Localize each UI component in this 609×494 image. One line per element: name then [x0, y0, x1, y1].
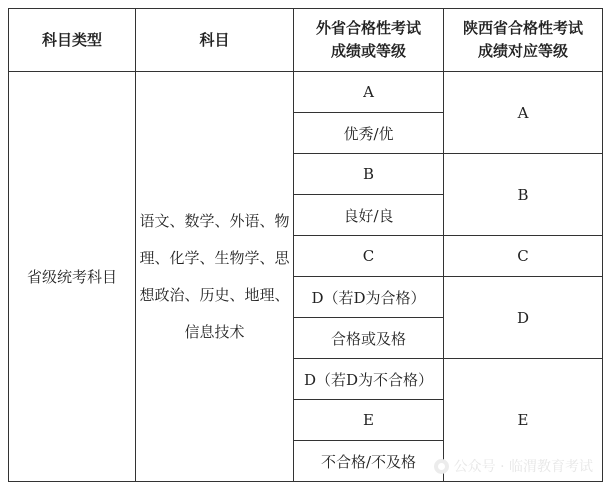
out-grade-cell: C [294, 236, 444, 277]
mapped-grade-cell: D [444, 277, 603, 359]
watermark-text: 公众号 · 临渭教育考试 [453, 459, 593, 475]
grade-conversion-table [8, 8, 603, 482]
header-out-province: 外省合格性考试 成绩或等级 [294, 9, 444, 72]
out-grade-cell: D（若D为合格） [294, 277, 444, 318]
out-grade-cell: D（若D为不合格） [294, 359, 444, 400]
mapped-grade-cell: B [444, 154, 603, 236]
table-row [9, 72, 603, 113]
category-cell: 省级统考科目 [9, 72, 136, 482]
out-grade-cell: E [294, 400, 444, 441]
out-grade-cell: B [294, 154, 444, 195]
out-grade-cell: 合格或及格 [294, 318, 444, 359]
out-grade-cell: A [294, 72, 444, 113]
subjects-cell: 语文、数学、外语、物理、化学、生物学、思想政治、历史、地理、信息技术 [136, 72, 294, 482]
mapped-grade-cell: C [444, 236, 603, 277]
watermark [434, 456, 593, 476]
wechat-icon [434, 459, 449, 474]
header-category: 科目类型 [9, 9, 136, 72]
mapped-grade-cell: A [444, 72, 603, 154]
out-grade-cell: 不合格/不及格 [294, 441, 444, 482]
mapped-grade-cell: E [444, 359, 603, 482]
header-subject: 科目 [136, 9, 294, 72]
header-shaanxi: 陕西省合格性考试 成绩对应等级 [444, 9, 603, 72]
out-grade-cell: 优秀/优 [294, 113, 444, 154]
out-grade-cell: 良好/良 [294, 195, 444, 236]
header-row [9, 9, 603, 72]
